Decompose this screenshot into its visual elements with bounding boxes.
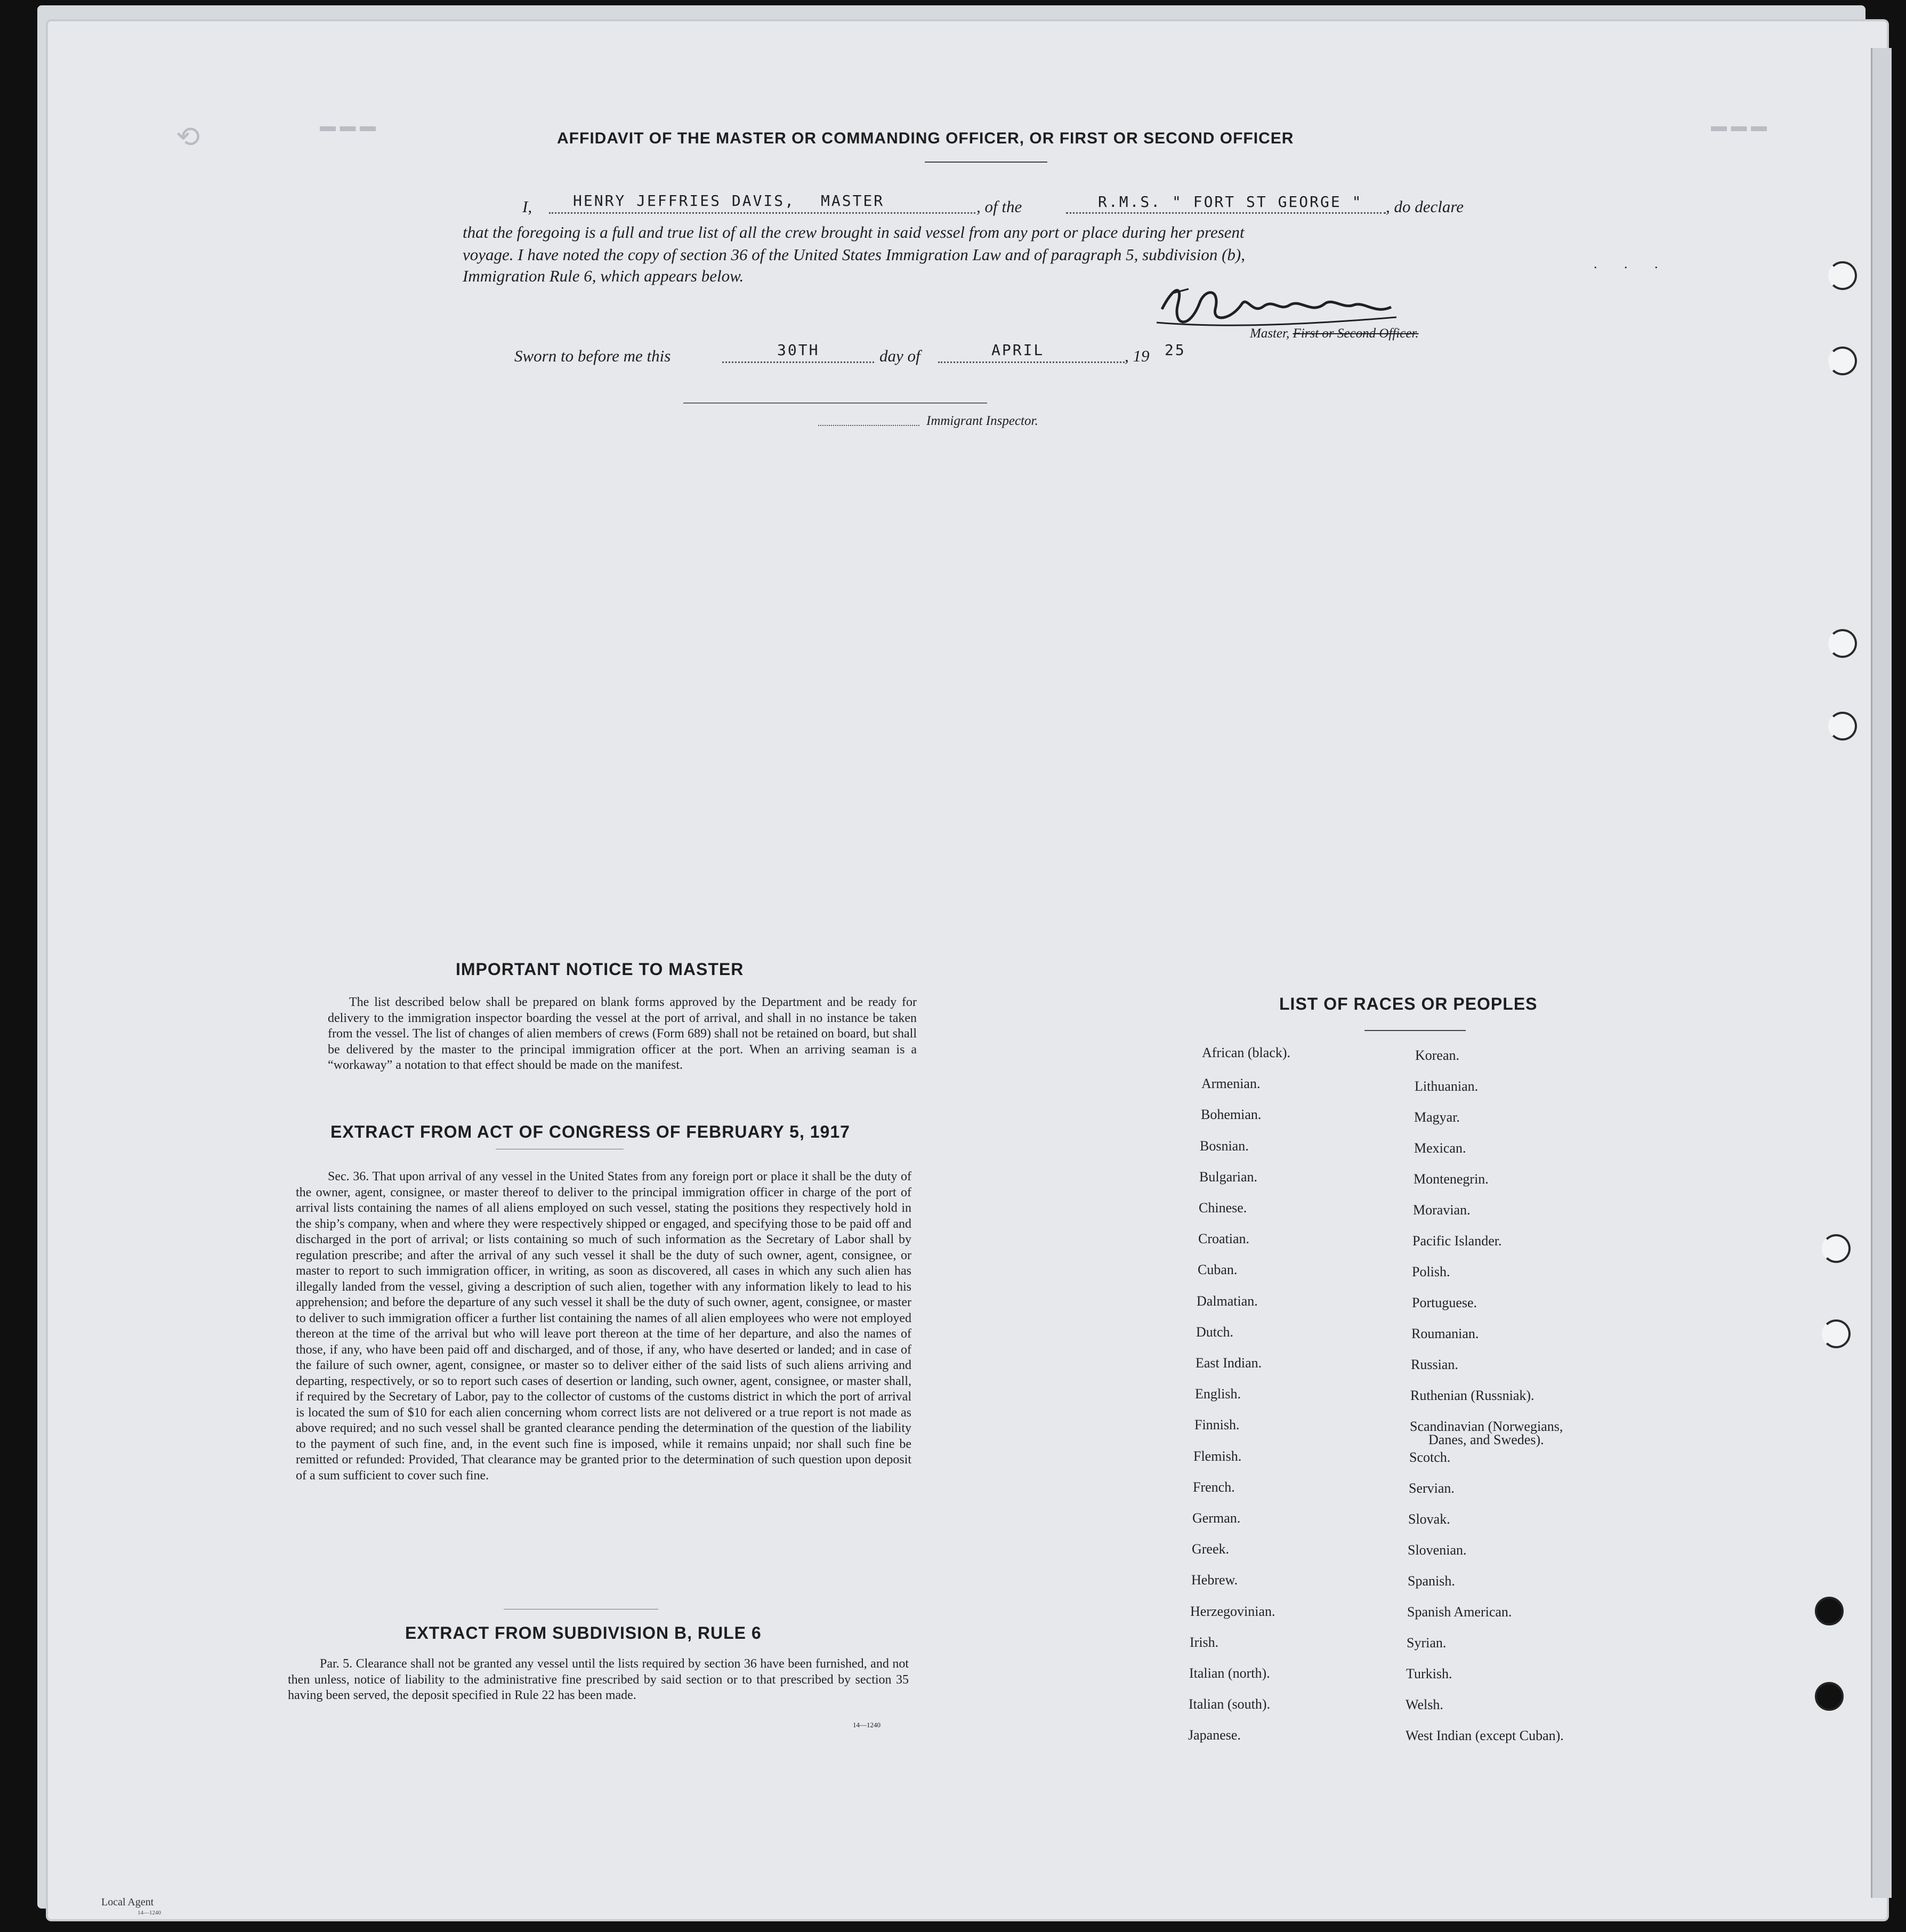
race-item: Magyar.: [1414, 1109, 1460, 1125]
name-underline: [549, 212, 975, 214]
race-item: Irish.: [1190, 1634, 1219, 1650]
day-of-label: day of: [879, 347, 920, 365]
race-item: Bohemian.: [1201, 1107, 1262, 1123]
race-item: Dutch.: [1196, 1324, 1234, 1340]
race-item: Greek.: [1192, 1541, 1230, 1557]
race-item: Polish.: [1412, 1264, 1450, 1279]
race-item: African (black).: [1202, 1045, 1291, 1060]
race-item: Lithuanian.: [1415, 1078, 1479, 1094]
race-item: Bulgarian.: [1199, 1169, 1258, 1185]
race-item: Flemish.: [1193, 1448, 1242, 1464]
of-the-label: , of the: [976, 197, 1022, 216]
signer-caption-master: Master,: [1250, 326, 1290, 341]
affidavit-i: I,: [522, 197, 532, 216]
sworn-label: Sworn to before me this: [514, 347, 671, 365]
races-rule: [1364, 1030, 1466, 1031]
footer-agent: Local Agent: [101, 1896, 154, 1908]
rule-title: EXTRACT FROM SUBDIVISION B, RULE 6: [405, 1623, 762, 1643]
race-item: Roumanian.: [1411, 1326, 1479, 1341]
affidavit-line-3: voyage. I have noted the copy of section 36 of the United States Immigration Law and of paragraph 5, subdivision (b),: [463, 245, 1245, 264]
vessel-underline: [1066, 212, 1386, 214]
binder-hole: [1828, 261, 1857, 290]
race-item: Slovak.: [1408, 1511, 1450, 1527]
binder-hole: [1822, 1234, 1851, 1263]
year-prefix: , 19: [1125, 347, 1150, 365]
binder-hole: [1828, 347, 1857, 375]
day-underline: [722, 361, 874, 363]
race-item: German.: [1192, 1510, 1241, 1526]
document-page: [48, 21, 1887, 1919]
race-item: Croatian.: [1198, 1231, 1250, 1247]
race-item: Spanish.: [1408, 1573, 1455, 1589]
race-item: French.: [1193, 1479, 1235, 1495]
signer-caption-struck: First or Second Officer.: [1293, 326, 1419, 341]
month-underline: [938, 361, 1125, 363]
race-item: Scotch.: [1409, 1450, 1451, 1465]
dot-marks: . . .: [1594, 256, 1670, 271]
signer-caption: [1250, 326, 1419, 341]
binder-hole: [1815, 1682, 1844, 1711]
vessel-name: R.M.S. " FORT ST GEORGE ": [1098, 193, 1363, 211]
inspector-signature-line: [683, 402, 987, 404]
binder-hole: [1815, 1597, 1844, 1625]
bleed-through-mark: ▬ ▬ ▬: [1711, 117, 1767, 135]
rule-form-number: 14—1240: [853, 1721, 881, 1729]
affidavit-line-4: Immigration Rule 6, which appears below.: [463, 267, 744, 285]
race-item: Pacific Islander.: [1412, 1233, 1502, 1249]
race-item: Bosnian.: [1200, 1138, 1249, 1154]
race-item: West Indian (except Cuban).: [1406, 1728, 1564, 1743]
race-item: Servian.: [1409, 1480, 1455, 1496]
race-item: Chinese.: [1199, 1200, 1247, 1215]
notice-title: IMPORTANT NOTICE TO MASTER: [456, 960, 744, 979]
race-item: Danes, and Swedes).: [1428, 1432, 1544, 1447]
race-item: Montenegrin.: [1414, 1171, 1489, 1187]
race-item: Japanese.: [1188, 1727, 1241, 1743]
inspector-dots: [818, 425, 919, 426]
races-title: LIST OF RACES OR PEOPLES: [1279, 994, 1538, 1013]
title-rule: [925, 162, 1047, 163]
race-item: Scandinavian (Norwegians,: [1410, 1419, 1563, 1434]
page-edge: [1871, 48, 1892, 1898]
race-item: English.: [1195, 1386, 1241, 1402]
race-item: Moravian.: [1413, 1202, 1471, 1218]
binder-hole: [1828, 629, 1857, 658]
do-declare-label: , do declare: [1386, 197, 1464, 216]
race-item: Mexican.: [1414, 1140, 1466, 1156]
binder-hole: [1828, 712, 1857, 740]
race-item: Italian (south).: [1189, 1696, 1271, 1712]
act-text: Sec. 36. That upon arrival of any vessel in the United States from any foreign port or place it shall be the duty of the owner, agent, consignee, or master thereof to deliver to the principal immigration officer in charge of the port of arrival lists containing the names of all aliens employed on such vessel, stating the positions they respectively hold in the ship’s company, when and where they were respectively shipped or engaged, and specifying those to be paid off and discharged in the port of arrival; or lists containing so much of such information as the Secretary of Labor shall by regulation prescribe; and after the arrival of any such vessel it shall be the duty of such owner, agent, consignee, or master to report to such immigration officer, in writing, as soon as discovered, all cases in which any such alien has illegally landed from the vessel, giving a description of such alien, together with any information likely to lead to his apprehension; and before the departure of any such vessel it shall be the duty of such owner, agent, consignee, or master to deliver to such immigration officer a further list containing the names of all alien employees who were not employed thereon at the time of the arrival but who will leave port thereon at the time of her departure, and also the names of those, if any, who have been paid off and discharged, and of those, if any, who have deserted or landed; and in case of the failure of such owner, agent, consignee, or master so to deliver either of the said lists of such aliens arriving and departing, respectively, or so to report such cases of desertion or landing, such owner, agent, consignee, or master shall, if required by the Secretary of Labor, pay to the collector of customs of the customs district in which the port of arrival is located the sum of $10 for each alien concerning whom correct lists are not delivered or a true report is not made as above required; and no such vessel shall be granted clearance pending the determination of the question of the liability to the payment of such fine, and, in the event such fine is imposed, while it remains unpaid; nor shall such fine be remitted or refunded: Provided, That clearance may be granted prior to the determination of such question upon deposit of a sum sufficient to cover such fine.: [296, 1170, 911, 1483]
race-item: Hebrew.: [1191, 1572, 1238, 1588]
race-item: Italian (north).: [1189, 1665, 1270, 1681]
race-item: Welsh.: [1406, 1697, 1443, 1712]
race-item: Herzegovinian.: [1190, 1603, 1275, 1619]
race-item: Ruthenian (Russniak).: [1410, 1388, 1535, 1403]
rule-text: Par. 5. Clearance shall not be granted any vessel until the lists required by section 36 have been furnished, and not then unless, notice of liability to the administrative fine prescribed by said section or to that prescribed by section 35 having been served, the deposit specified in Rule 22 has been made.: [288, 1657, 909, 1702]
year-suffix: 25: [1165, 341, 1186, 359]
bleed-through-mark: ⟲: [176, 121, 200, 153]
race-item: Dalmatian.: [1197, 1293, 1258, 1309]
declarant-name: HENRY JEFFRIES DAVIS,: [573, 192, 796, 210]
footer-form: 14—1240: [138, 1910, 161, 1916]
affidavit-title: AFFIDAVIT OF THE MASTER OR COMMANDING OFFICER, OR FIRST OR SECOND OFFICER: [557, 130, 1294, 147]
race-item: Finnish.: [1194, 1417, 1240, 1433]
binder-hole: [1822, 1319, 1851, 1348]
inspector-caption: Immigrant Inspector.: [926, 414, 1038, 428]
race-item: Slovenian.: [1408, 1542, 1467, 1558]
race-item: Spanish American.: [1407, 1604, 1512, 1620]
notice-text: The list described below shall be prepared on blank forms approved by the Department and be ready for delivery to the immigration inspector boarding the vessel at the port of arrival, and shall in no instance be taken from the vessel. The list of changes of alien members of crews (Form 689) shall not be retained on board, but shall be delivered by the master to the principal immigration officer at the port. When an arriving seaman is a “workaway” a notation to that effect should be made on the manifest.: [328, 995, 917, 1072]
act-title: EXTRACT FROM ACT OF CONGRESS OF FEBRUARY 5, 1917: [330, 1122, 850, 1141]
race-item: Syrian.: [1407, 1635, 1447, 1651]
race-item: Korean.: [1415, 1048, 1460, 1063]
race-item: Portuguese.: [1412, 1295, 1477, 1310]
race-item: Armenian.: [1201, 1076, 1261, 1092]
race-item: Russian.: [1411, 1357, 1458, 1372]
sworn-day: 30TH: [777, 341, 820, 359]
bleed-through-mark: ▬ ▬ ▬: [320, 117, 376, 135]
race-item: East Indian.: [1196, 1355, 1262, 1371]
declarant-title: MASTER: [821, 192, 885, 210]
sworn-month: APRIL: [991, 341, 1045, 359]
race-item: Turkish.: [1406, 1666, 1452, 1681]
affidavit-line-2: that the foregoing is a full and true list of all the crew brought in said vessel from any port or place during her present: [463, 223, 1245, 241]
race-item: Cuban.: [1198, 1262, 1238, 1278]
